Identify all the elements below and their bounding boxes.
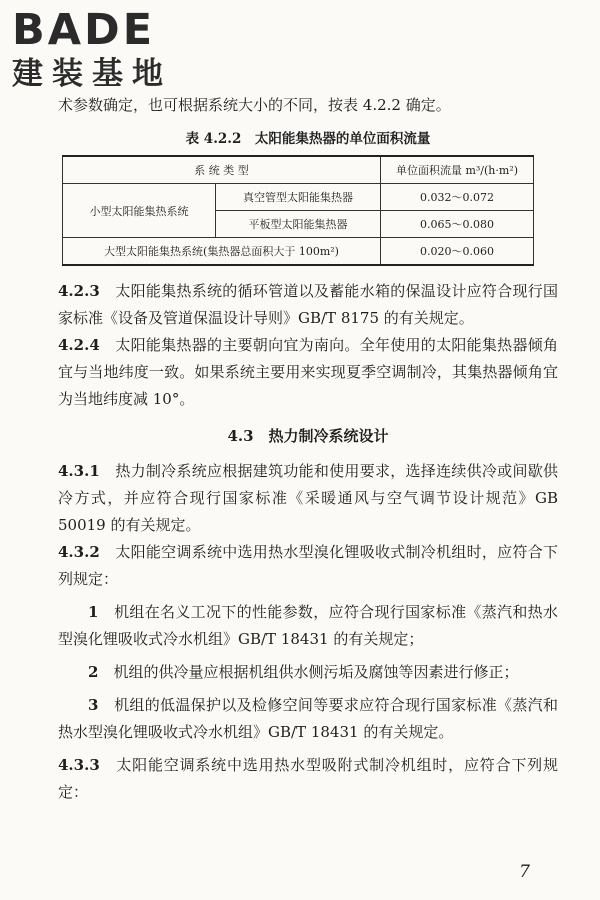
- clause-text: 太阳能空调系统中选用热水型吸附式制冷机组时，应符合下列规定：: [58, 756, 558, 801]
- intro-paragraph: 术参数确定，也可根据系统大小的不同，按表 4.2.2 确定。: [58, 96, 451, 114]
- table-header-type: 系 统 类 型: [63, 156, 381, 184]
- item-text: 机组的低温保护以及检修空间等要求应符合现行国家标准《蒸汽和热水型溴化锂吸收式冷水机组》GB/T 18431 的有关规定。: [58, 696, 558, 741]
- table-header-row: [63, 156, 534, 184]
- clause-text: 太阳能空调系统中选用热水型溴化锂吸收式制冷机组时，应符合下列规定：: [58, 543, 558, 588]
- section-title: 4.3 热力制冷系统设计: [227, 427, 389, 445]
- table-title: 表 4.2.2 太阳能集热器的单位面积流量: [185, 131, 431, 147]
- table-row: [63, 184, 534, 211]
- logo-subtitle: 建装基地: [12, 56, 172, 92]
- clause-paragraph: [58, 278, 558, 332]
- clause-number: 4.3.2: [58, 543, 100, 561]
- clause-number: 4.3.1: [58, 462, 100, 480]
- flow-table: [62, 155, 534, 266]
- clause-text: 太阳能集热系统的循环管道以及蓄能水箱的保温设计应符合现行国家标准《设备及管道保温设计导则》GB/T 8175 的有关规定。: [58, 282, 558, 327]
- clause-number: 4.3.3: [58, 756, 100, 774]
- table-cell-small-system: 小型太阳能集热系统: [63, 184, 216, 238]
- clause-paragraph: [58, 458, 558, 539]
- page-number: 7: [519, 862, 530, 882]
- table-header-flow: 单位面积流量 m³/(h·m²): [381, 156, 534, 184]
- item-text: 机组的供冷量应根据机组供水侧污垢及腐蚀等因素进行修正；: [113, 663, 519, 681]
- clause-paragraph: [58, 752, 558, 806]
- list-item: [58, 659, 558, 686]
- table-cell-value: 0.032～0.072: [381, 184, 534, 211]
- clause-paragraph: [58, 539, 558, 593]
- item-number: 1: [88, 603, 99, 621]
- item-number: 3: [88, 696, 99, 714]
- table-cell-subtype: 真空管型太阳能集热器: [216, 184, 381, 211]
- logo-text: BADE: [12, 5, 156, 55]
- clause-number: 4.2.4: [58, 336, 100, 354]
- list-item: [58, 599, 558, 653]
- list-item: [58, 692, 558, 746]
- table-cell-value: 0.065～0.080: [381, 211, 534, 238]
- clause-text: 热力制冷系统应根据建筑功能和使用要求，选择连续供冷或间歇供冷方式，并应符合现行国家标准《采暖通风与空气调节设计规范》GB 50019 的有关规定。: [58, 462, 558, 534]
- logo: [12, 4, 182, 92]
- page-content: [58, 92, 558, 806]
- table-row: [63, 238, 534, 266]
- table-cell-value: 0.020～0.060: [381, 238, 534, 266]
- clause-text: 太阳能集热器的主要朝向宜为南向。全年使用的太阳能集热器倾角宜与当地纬度一致。如果系统主要用来实现夏季空调制冷，其集热器倾角宜为当地纬度减 10°。: [58, 336, 558, 408]
- clause-number: 4.2.3: [58, 282, 100, 300]
- clause-paragraph: [58, 332, 558, 413]
- table-cell-subtype: 平板型太阳能集热器: [216, 211, 381, 238]
- table-cell-large-system: 大型太阳能集热系统(集热器总面积大于 100m²): [63, 238, 381, 266]
- item-text: 机组在名义工况下的性能参数，应符合现行国家标准《蒸汽和热水型溴化锂吸收式冷水机组》GB/T 18431 的有关规定；: [58, 603, 558, 648]
- item-number: 2: [88, 663, 99, 681]
